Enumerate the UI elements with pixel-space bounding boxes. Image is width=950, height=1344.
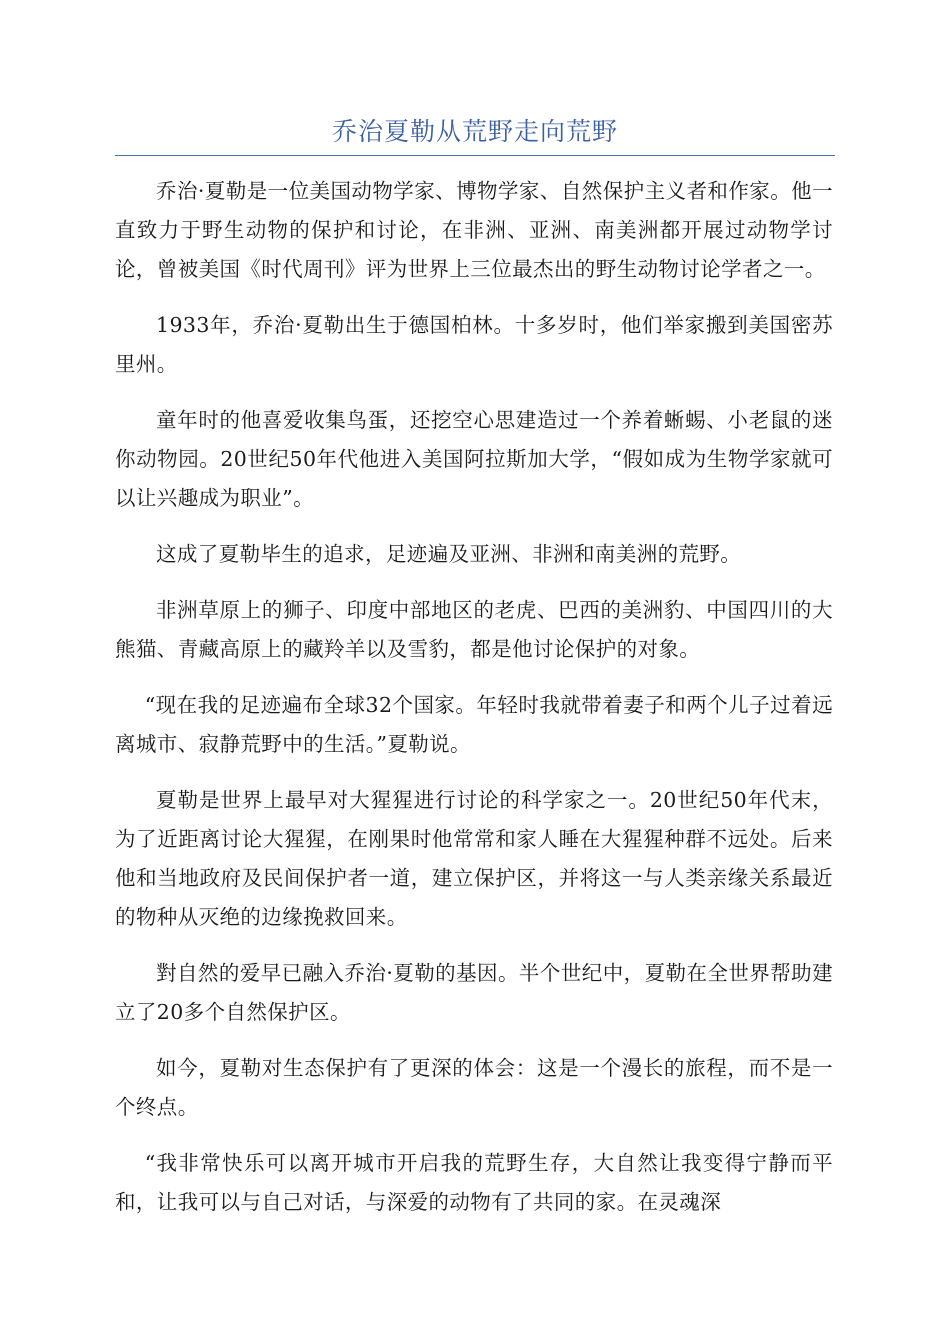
paragraph-3: 童年时的他喜爱收集鸟蛋，还挖空心思建造过一个养着蜥蜴、小老鼠的迷你动物园。20世纪50年代他进入美国阿拉斯加大学，“假如成为生物学家就可以让兴趣成为职业”。 <box>115 408 833 510</box>
paragraph-4: 这成了夏勒毕生的追求，足迹遍及亚洲、非洲和南美洲的荒野。 <box>156 542 742 566</box>
paragraph-8: 對自然的爱早已融入乔治·夏勒的基因。半个世纪中，夏勒在全世界帮助建立了20多个自然保护区。 <box>115 961 833 1024</box>
paragraph-1: 乔治·夏勒是一位美国动物学家、博物学家、自然保护主义者和作家。他一直致力于野生动物的保护和讨论，在非洲、亚洲、南美洲都开展过动物学讨论，曾被美国《时代周刊》评为世界上三位最杰出的野生动物讨论学者之一。 <box>115 179 833 281</box>
paragraph-5: 非洲草原上的狮子、印度中部地区的老虎、巴西的美洲豹、中国四川的大熊猫、青藏高原上的藏羚羊以及雪豹，都是他讨论保护的对象。 <box>115 598 833 661</box>
paragraph-6: “现在我的足迹遍布全球32个国家。年轻时我就带着妻子和两个儿子过着远离城市、寂静荒野中的生活。”夏勒说。 <box>115 693 833 756</box>
paragraph-10: “我非常快乐可以离开城市开启我的荒野生存，大自然让我变得宁静而平和，让我可以与自己对话，与深爱的动物有了共同的家。在灵魂深 <box>115 1151 833 1214</box>
paragraph-7: 夏勒是世界上最早对大猩猩进行讨论的科学家之一。20世纪50年代末，为了近距离讨论大猩猩，在刚果时他常常和家人睡在大猩猩种群不远处。后来他和当地政府及民间保护者一道，建立保护区，并将这一与人类亲缘关系最近的物种从灭绝的边缘挽救回来。 <box>115 788 833 929</box>
document-body <box>115 172 833 1239</box>
paragraph-9: 如今，夏勒对生态保护有了更深的体会：这是一个漫长的旅程，而不是一个终点。 <box>115 1056 833 1119</box>
title-underline <box>115 155 835 156</box>
document-title: 乔治夏勒从荒野走向荒野 <box>331 117 618 146</box>
paragraph-2: 1933年，乔治·夏勒出生于德国柏林。十多岁时，他们举家搬到美国密苏里州。 <box>115 313 833 376</box>
